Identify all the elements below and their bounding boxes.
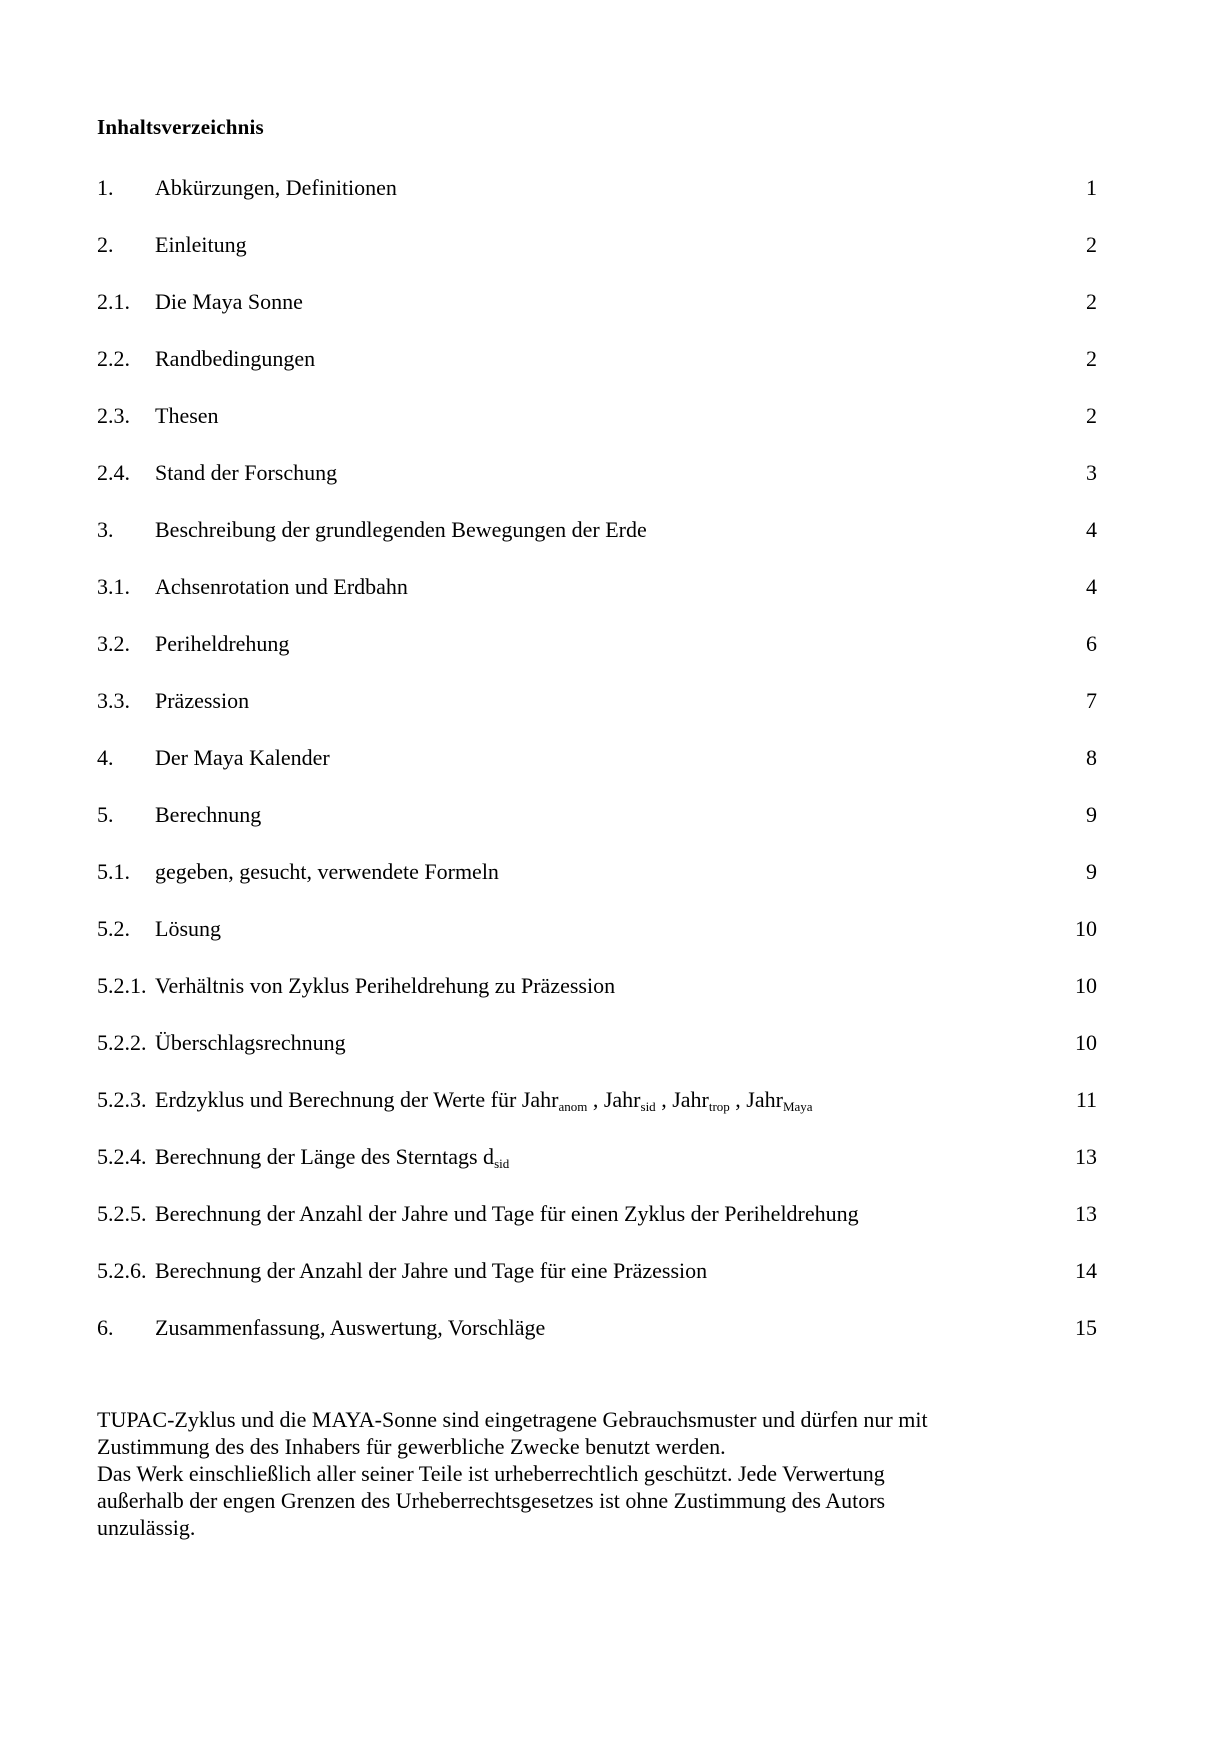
- toc-entry-title: [155, 972, 1063, 1000]
- toc-title-subscript: Maya: [782, 1099, 813, 1114]
- toc-entry: [97, 972, 1097, 1000]
- toc-entry-number: 5.2.6.: [97, 1258, 147, 1283]
- toc-title-text: Überschlagsrechnung: [155, 1030, 346, 1055]
- toc-entry: [97, 1257, 1097, 1285]
- copyright-line: Zustimmung des des Inhabers für gewerbliche Zwecke benutzt werden.: [97, 1434, 726, 1459]
- toc-title-text: Berechnung der Länge des Sterntags d: [155, 1144, 495, 1169]
- toc-title-text: , Jahr: [655, 1087, 709, 1112]
- toc-entry-page-number: 8: [1086, 745, 1097, 770]
- toc-entry-title: [155, 744, 1063, 772]
- toc-entry-title: [155, 1029, 1063, 1057]
- toc-entry-number: 5.2.2.: [97, 1030, 147, 1055]
- toc-entry-page-number: 4: [1086, 517, 1097, 542]
- toc-entry-title: [155, 1200, 1063, 1228]
- toc-title-text: Zusammenfassung, Auswertung, Vorschläge: [155, 1315, 546, 1340]
- toc-entry-page-number: 10: [1075, 973, 1097, 998]
- toc-entry: [97, 1143, 1097, 1171]
- toc-entry-number: 6.: [97, 1315, 114, 1340]
- toc-entry: [97, 915, 1097, 943]
- toc-title-text: , Jahr: [587, 1087, 641, 1112]
- toc-entry-number: 5.2.1.: [97, 973, 147, 998]
- table-of-contents: [97, 174, 1097, 1342]
- toc-entry-number: 2.4.: [97, 460, 130, 485]
- toc-title-text: , Jahr: [729, 1087, 783, 1112]
- toc-entry-page-number: 1: [1086, 175, 1097, 200]
- toc-entry: [97, 231, 1097, 259]
- toc-entry-page-number: 3: [1086, 460, 1097, 485]
- toc-title-text: Der Maya Kalender: [155, 745, 330, 770]
- toc-title-text: Berechnung der Anzahl der Jahre und Tage für eine Präzession: [155, 1258, 708, 1283]
- toc-entry-page-number: 15: [1075, 1315, 1097, 1340]
- toc-entry-number: 2.: [97, 232, 114, 257]
- toc-entry-title: [155, 1257, 1063, 1285]
- toc-entry-title: [155, 1086, 1063, 1114]
- toc-entry-number: 2.2.: [97, 346, 130, 371]
- toc-entry-title: [155, 573, 1063, 601]
- toc-entry: [97, 1029, 1097, 1057]
- toc-entry-page-number: 13: [1075, 1144, 1097, 1169]
- toc-entry-number: 5.1.: [97, 859, 130, 884]
- toc-entry-page-number: 9: [1086, 859, 1097, 884]
- page-title: Inhaltsverzeichnis: [97, 115, 264, 139]
- toc-entry-title: [155, 915, 1063, 943]
- toc-title-text: Abkürzungen, Definitionen: [155, 175, 397, 200]
- toc-entry: [97, 516, 1097, 544]
- toc-entry-page-number: 11: [1075, 1087, 1097, 1112]
- toc-entry-page-number: 4: [1086, 574, 1097, 599]
- toc-entry-page-number: 2: [1086, 346, 1097, 371]
- toc-title-text: Erdzyklus und Berechnung der Werte für Jahr: [155, 1087, 559, 1112]
- toc-title-subscript: trop: [708, 1099, 730, 1114]
- toc-title-text: Berechnung der Anzahl der Jahre und Tage für einen Zyklus der Periheldrehung: [155, 1201, 859, 1226]
- toc-entry: [97, 1086, 1097, 1114]
- toc-title-text: Stand der Forschung: [155, 460, 338, 485]
- toc-title-subscript: sid: [494, 1156, 510, 1171]
- toc-entry: [97, 1314, 1097, 1342]
- toc-entry-page-number: 14: [1075, 1258, 1097, 1283]
- toc-title-text: Berechnung: [155, 802, 262, 827]
- toc-entry-page-number: 7: [1086, 688, 1097, 713]
- toc-title-text: Randbedingungen: [155, 346, 316, 371]
- toc-entry: [97, 288, 1097, 316]
- copyright-line: Das Werk einschließlich aller seiner Teile ist urheberrechtlich geschützt. Jede Verwertung: [97, 1461, 885, 1486]
- toc-entry-title: [155, 174, 1063, 202]
- toc-title-text: Beschreibung der grundlegenden Bewegungen der Erde: [155, 517, 647, 542]
- toc-entry-number: 1.: [97, 175, 114, 200]
- toc-entry-title: [155, 345, 1063, 373]
- toc-entry: [97, 402, 1097, 430]
- toc-title-subscript: sid: [640, 1099, 656, 1114]
- toc-entry-title: [155, 858, 1063, 886]
- toc-entry-title: [155, 459, 1063, 487]
- toc-title-text: Achsenrotation und Erdbahn: [155, 574, 408, 599]
- toc-entry: [97, 744, 1097, 772]
- toc-title-text: Thesen: [155, 403, 219, 428]
- toc-entry-number: 4.: [97, 745, 114, 770]
- toc-entry: [97, 1200, 1097, 1228]
- toc-entry-title: [155, 516, 1063, 544]
- copyright-line: außerhalb der engen Grenzen des Urheberrechtsgesetzes ist ohne Zustimmung des Autors: [97, 1488, 886, 1513]
- toc-title-text: gegeben, gesucht, verwendete Formeln: [155, 859, 499, 884]
- toc-entry-page-number: 2: [1086, 289, 1097, 314]
- toc-entry-title: [155, 1143, 1063, 1171]
- toc-title-text: Die Maya Sonne: [155, 289, 303, 314]
- copyright-notice: [97, 1406, 1097, 1541]
- toc-entry-page-number: 10: [1075, 1030, 1097, 1055]
- toc-entry-number: 5.2.5.: [97, 1201, 147, 1226]
- toc-entry: [97, 174, 1097, 202]
- toc-entry-number: 5.2.4.: [97, 1144, 147, 1169]
- toc-title-text: Präzession: [155, 688, 250, 713]
- toc-entry-title: [155, 231, 1063, 259]
- toc-entry: [97, 459, 1097, 487]
- toc-entry: [97, 345, 1097, 373]
- toc-entry-page-number: 13: [1075, 1201, 1097, 1226]
- toc-title-text: Lösung: [155, 916, 221, 941]
- toc-entry-title: [155, 402, 1063, 430]
- toc-entry-page-number: 10: [1075, 916, 1097, 941]
- toc-entry-number: 3.1.: [97, 574, 130, 599]
- toc-entry-number: 5.: [97, 802, 114, 827]
- toc-entry: [97, 858, 1097, 886]
- toc-entry-number: 5.2.: [97, 916, 130, 941]
- toc-entry-number: 5.2.3.: [97, 1087, 147, 1112]
- toc-entry-page-number: 9: [1086, 802, 1097, 827]
- toc-entry-number: 2.3.: [97, 403, 130, 428]
- copyright-line: unzulässig.: [97, 1515, 196, 1540]
- toc-entry: [97, 687, 1097, 715]
- toc-entry-page-number: 2: [1086, 403, 1097, 428]
- toc-entry: [97, 630, 1097, 658]
- toc-entry-number: 2.1.: [97, 289, 130, 314]
- toc-entry-title: [155, 288, 1063, 316]
- toc-entry-title: [155, 687, 1063, 715]
- toc-entry-page-number: 6: [1086, 631, 1097, 656]
- toc-entry-number: 3.2.: [97, 631, 130, 656]
- toc-title-text: Periheldrehung: [155, 631, 290, 656]
- toc-title-subscript: anom: [558, 1099, 588, 1114]
- toc-title-text: Einleitung: [155, 232, 247, 257]
- toc-entry: [97, 573, 1097, 601]
- toc-entry-number: 3.: [97, 517, 114, 542]
- copyright-line: TUPAC-Zyklus und die MAYA-Sonne sind eingetragene Gebrauchsmuster und dürfen nur mit: [97, 1407, 928, 1432]
- toc-entry: [97, 801, 1097, 829]
- toc-title-text: Verhältnis von Zyklus Periheldrehung zu Präzession: [155, 973, 616, 998]
- toc-entry-number: 3.3.: [97, 688, 130, 713]
- toc-entry-title: [155, 1314, 1063, 1342]
- toc-entry-title: [155, 630, 1063, 658]
- toc-entry-title: [155, 801, 1063, 829]
- toc-entry-page-number: 2: [1086, 232, 1097, 257]
